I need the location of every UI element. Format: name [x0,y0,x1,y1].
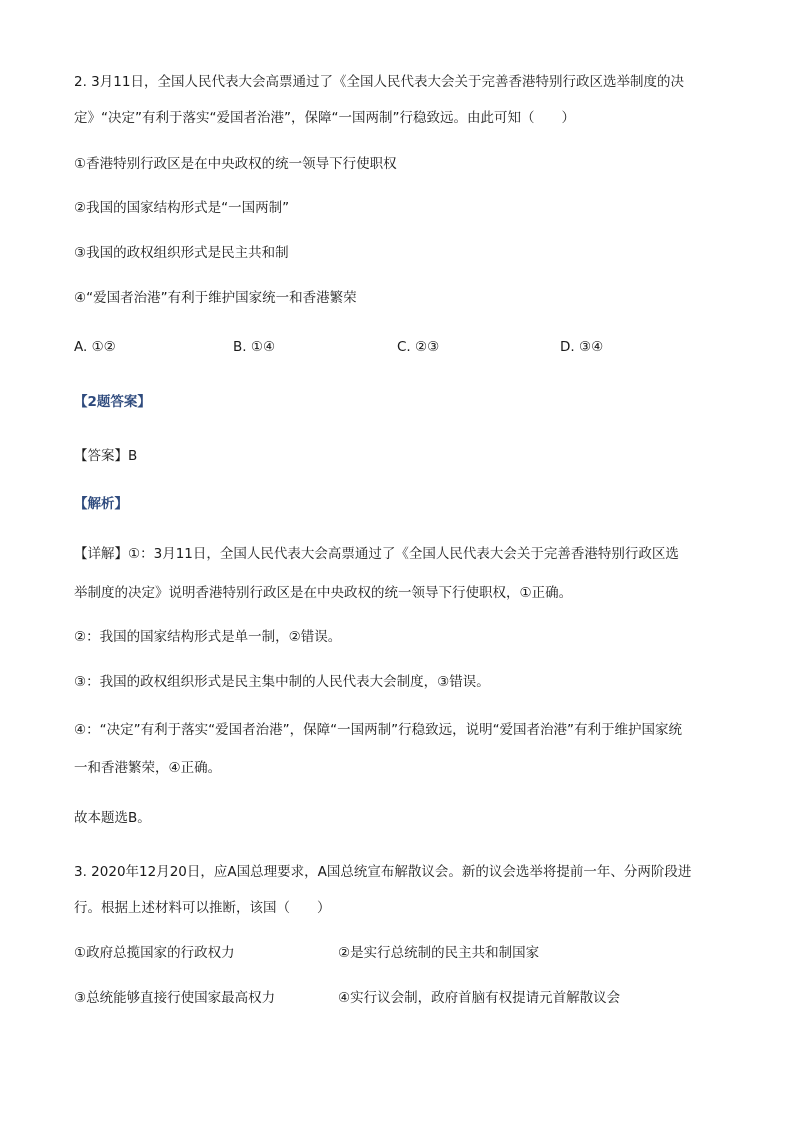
q2-choice-d: D. ③④ [560,339,604,355]
q2-choice-b: B. ①④ [233,339,276,355]
q2-answer-header: 【2题答案】 [74,394,151,410]
q2-detail-item-2: ②：我国的国家结构形式是单一制，②错误。 [74,629,342,645]
q3-stem-line-2: 行。根据上述材料可以推断，该国（ ） [74,900,331,916]
q2-stem-line-2: 定》“决定”有利于落实“爱国者治港”，保障“一国两制”行稳致远。由此可知（ ） [74,110,575,126]
q3-item-4: ④实行议会制，政府首脑有权提请元首解散议会 [338,990,621,1006]
q3-item-2: ②是实行总统制的民主共和制国家 [338,945,540,961]
q2-analysis-header: 【解析】 [74,496,128,512]
q2-item-2: ②我国的国家结构形式是“一国两制” [74,200,290,216]
q2-item-1: ①香港特别行政区是在中央政权的统一领导下行使职权 [74,156,397,172]
q2-detail-item-4-line-2: 一和香港繁荣，④正确。 [74,760,222,776]
q2-detail-item-3: ③：我国的政权组织形式是民主集中制的人民代表大会制度，③错误。 [74,674,490,690]
q2-conclusion: 故本题选B。 [74,810,151,826]
q3-item-1: ①政府总揽国家的行政权力 [74,945,235,961]
q2-detail-line-1: 【详解】①：3月11日，全国人民代表大会高票通过了《全国人民代表大会关于完善香港特别行政区选 [74,546,679,562]
q2-detail-item-4-line-1: ④：“决定”有利于落实“爱国者治港”，保障“一国两制”行稳致远，说明“爱国者治港”有利于维护国家统 [74,722,683,738]
q2-choice-a: A. ①② [74,339,116,355]
q3-item-3: ③总统能够直接行使国家最高权力 [74,990,276,1006]
q2-stem-line-1: 2. 3月11日，全国人民代表大会高票通过了《全国人民代表大会关于完善香港特别行政区选举制度的决 [74,74,684,90]
q2-choice-c: C. ②③ [397,339,440,355]
q3-stem-line-1: 3. 2020年12月20日，应A国总理要求，A国总统宣布解散议会。新的议会选举将提前一年、分两阶段进 [74,864,692,880]
q2-item-3: ③我国的政权组织形式是民主共和制 [74,245,289,261]
q2-answer: 【答案】B [74,448,138,464]
q2-item-4: ④“爱国者治港”有利于维护国家统一和香港繁荣 [74,290,357,306]
q2-detail-line-2: 举制度的决定》说明香港特别行政区是在中央政权的统一领导下行使职权，①正确。 [74,585,573,601]
